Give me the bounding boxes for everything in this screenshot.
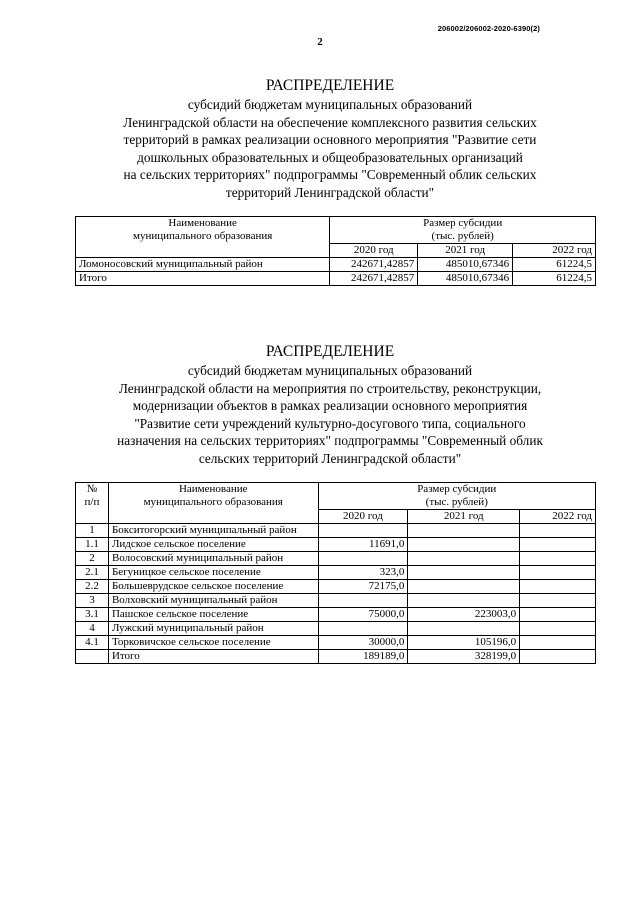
- document-id: 206002/206002-2020-6390(2): [437, 24, 540, 33]
- row-value-2021: [408, 566, 520, 580]
- row-number: 3.1: [76, 608, 109, 622]
- table-row: [76, 594, 596, 608]
- row-number: 2.2: [76, 580, 109, 594]
- header-text: Наименование: [168, 217, 237, 229]
- table-row-total: [76, 650, 596, 664]
- row-value-2021: [408, 594, 520, 608]
- section1-title: РАСПРЕДЕЛЕНИЕ: [265, 77, 395, 94]
- row-value-2021: [408, 552, 520, 566]
- column-header-name: [108, 483, 318, 524]
- row-number: 1: [76, 524, 109, 538]
- row-value-2020: 242671,42857: [330, 272, 418, 286]
- row-name: Итого: [108, 650, 318, 664]
- section1-line: территорий Ленинградской области": [225, 184, 435, 200]
- row-value-2021: 485010,67346: [418, 258, 513, 272]
- row-value-2021: [408, 524, 520, 538]
- column-header-size: [318, 483, 595, 510]
- row-name: Волосовский муниципальный район: [108, 552, 318, 566]
- row-value-2021: 328199,0: [408, 650, 520, 664]
- row-name: Волховский муниципальный район: [108, 594, 318, 608]
- row-value-2022: [520, 650, 596, 664]
- table-row: [76, 524, 596, 538]
- row-value-2021: 223003,0: [408, 608, 520, 622]
- row-name: Торковичское сельское поселение: [108, 636, 318, 650]
- row-value-2020: [318, 594, 408, 608]
- row-number: 2.1: [76, 566, 109, 580]
- row-value-2022: [520, 538, 596, 552]
- section2-line: назначения на сельских территориях" подпрограммы "Современный облик: [117, 433, 543, 448]
- header-text: №: [86, 483, 98, 495]
- section1-table: [75, 216, 596, 286]
- row-value-2022: [520, 594, 596, 608]
- table-row: [76, 552, 596, 566]
- header-text: Размер субсидии: [423, 217, 503, 229]
- page-number: 2: [317, 36, 323, 48]
- table-row: [76, 566, 596, 580]
- row-value-2021: [408, 580, 520, 594]
- header-text: (тыс. рублей): [431, 230, 494, 242]
- row-number: 2: [76, 552, 109, 566]
- row-number: 4.1: [76, 636, 109, 650]
- row-name: Лужский муниципальный район: [108, 622, 318, 636]
- row-value-2020: 189189,0: [318, 650, 408, 664]
- row-value-2020: 323,0: [318, 566, 408, 580]
- section2-line: субсидий бюджетам муниципальных образований: [187, 363, 473, 378]
- row-name: Лидское сельское поселение: [108, 538, 318, 552]
- row-name: Итого: [76, 272, 330, 286]
- header-text: Размер субсидии: [417, 483, 497, 495]
- section1-line: дошкольных образовательных и общеобразовательных организаций: [137, 149, 523, 165]
- table-row: [76, 622, 596, 636]
- year-header: 2021 год: [408, 510, 520, 524]
- row-name: Ломоносовский муниципальный район: [76, 258, 330, 272]
- row-value-2020: 72175,0: [318, 580, 408, 594]
- year-header: 2022 год: [520, 510, 596, 524]
- table-row: [76, 272, 596, 286]
- row-value-2022: 61224,5: [513, 272, 596, 286]
- section1-line: Ленинградской области на обеспечение комплексного развития сельских: [123, 114, 537, 130]
- year-header: 2022 год: [513, 244, 596, 258]
- section2-heading: [60, 342, 600, 467]
- section1-line: территорий в рамках реализации основного мероприятия "Развитие сети: [123, 132, 537, 147]
- year-header: 2020 год: [330, 244, 418, 258]
- header-text: Наименование: [178, 483, 248, 495]
- table-row: [76, 580, 596, 594]
- header-text: муниципального образования: [133, 230, 273, 242]
- row-value-2020: [318, 622, 408, 636]
- column-header-size: [330, 217, 596, 244]
- header-text: (тыс. рублей): [425, 496, 488, 508]
- table-row: [76, 258, 596, 272]
- row-value-2022: [520, 566, 596, 580]
- table-row: [76, 608, 596, 622]
- header-text: муниципального образования: [143, 496, 283, 508]
- row-value-2022: [520, 608, 596, 622]
- table-row: [76, 636, 596, 650]
- column-header-name: [76, 217, 330, 258]
- section1-line: субсидий бюджетам муниципальных образований: [187, 97, 473, 112]
- row-value-2020: [318, 552, 408, 566]
- row-value-2022: [520, 524, 596, 538]
- row-value-2020: 75000,0: [318, 608, 408, 622]
- row-value-2022: 61224,5: [513, 258, 596, 272]
- section1-heading: [60, 76, 600, 201]
- section2-line: сельских территорий Ленинградской области": [198, 450, 462, 466]
- row-value-2020: 11691,0: [318, 538, 408, 552]
- section2-title: РАСПРЕДЕЛЕНИЕ: [265, 343, 395, 360]
- year-header: 2021 год: [418, 244, 513, 258]
- row-value-2021: [408, 538, 520, 552]
- column-header-number: [76, 483, 109, 524]
- row-value-2022: [520, 622, 596, 636]
- row-value-2022: [520, 636, 596, 650]
- section2-line: Ленинградской области на мероприятия по строительству, реконструкции,: [118, 380, 542, 396]
- row-value-2022: [520, 580, 596, 594]
- row-name: Большеврудское сельское поселение: [108, 580, 318, 594]
- section2-table: [75, 482, 596, 664]
- header-text: п/п: [84, 496, 100, 508]
- section2-line: модернизации объектов в рамках реализации основного мероприятия: [132, 398, 528, 413]
- section2-line: "Развитие сети учреждений культурно-досугового типа, социального: [134, 415, 526, 431]
- year-header: 2020 год: [318, 510, 408, 524]
- row-value-2020: [318, 524, 408, 538]
- row-value-2020: 30000,0: [318, 636, 408, 650]
- row-number: 1.1: [76, 538, 109, 552]
- row-value-2020: 242671,42857: [330, 258, 418, 272]
- row-number: 4: [76, 622, 109, 636]
- row-number: [76, 650, 109, 664]
- section1-line: на сельских территориях" подпрограммы "Современный облик сельских: [123, 167, 537, 182]
- table-row: [76, 538, 596, 552]
- row-number: 3: [76, 594, 109, 608]
- row-name: Пашское сельское поселение: [108, 608, 318, 622]
- row-value-2021: 105196,0: [408, 636, 520, 650]
- row-name: Бегуницкое сельское поселение: [108, 566, 318, 580]
- row-value-2021: 485010,67346: [418, 272, 513, 286]
- row-value-2021: [408, 622, 520, 636]
- row-name: Бокситогорский муниципальный район: [108, 524, 318, 538]
- row-value-2022: [520, 552, 596, 566]
